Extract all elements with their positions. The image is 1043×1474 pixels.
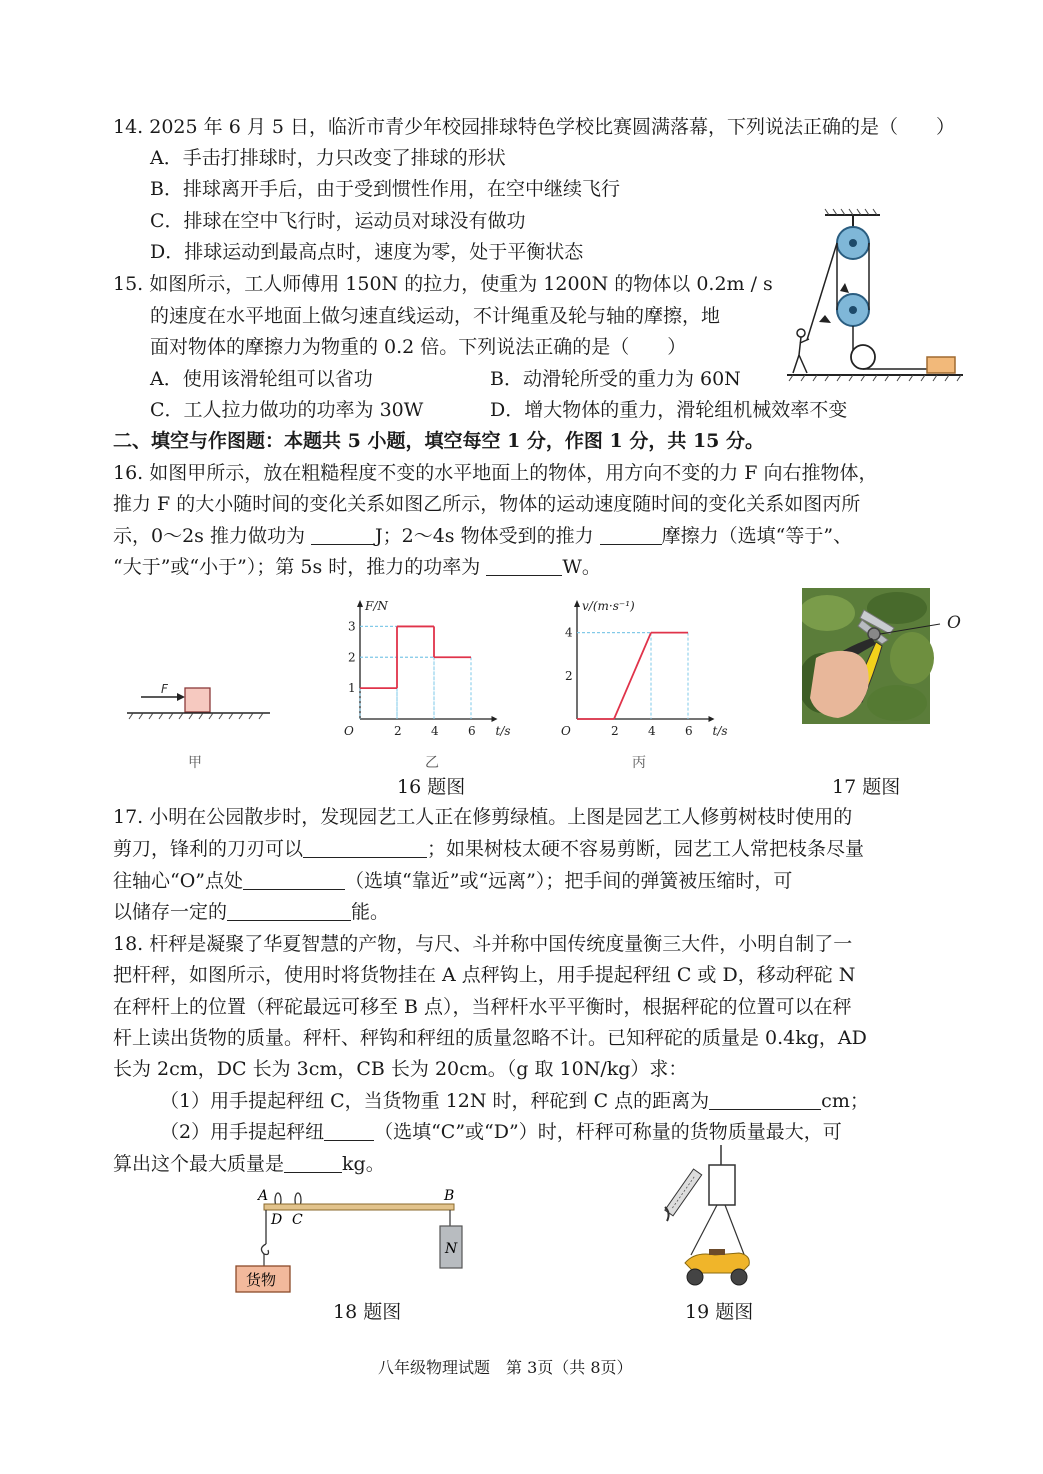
q18-part-1	[160, 1087, 869, 1115]
q17-blank-2[interactable]	[243, 869, 345, 890]
q18-part-2	[160, 1118, 842, 1146]
fig18-steelyard-diagram	[228, 1182, 478, 1297]
pulley-system-figure	[785, 205, 965, 385]
fig18-beam	[264, 1204, 454, 1210]
fig16-caption: 16 题图	[397, 776, 466, 798]
fig18-caption: 18 题图	[333, 1301, 402, 1323]
fig16-yi-y-label: F/N	[365, 599, 388, 613]
q18-blank-2[interactable]	[324, 1120, 374, 1141]
fig18-goods-label: 货物	[246, 1271, 277, 1289]
fig16-jia-label: 甲	[188, 755, 202, 771]
fig18-point-b: B	[444, 1188, 455, 1204]
section-2-heading: 二、填空与作图题：本题共 5 小题，填空每空 1 分，作图 1 分，共 15 分。	[113, 430, 765, 452]
q17-blank-1[interactable]	[303, 837, 427, 858]
q18-part-3-a: 算出这个最大质量是	[113, 1153, 285, 1175]
q15-option-d: D．增大物体的重力，滑轮组机械效率不变	[490, 399, 848, 421]
q14-stem: 14. 2025 年 6 月 5 日，临沂市青少年校园排球特色学校比赛圆满落幕，下列说法正确的是（ ）	[113, 116, 955, 138]
fig18-point-c: C	[292, 1212, 303, 1228]
q15-option-a: A．使用该滑轮组可以省功	[150, 368, 373, 390]
q15-line-1: 15. 如图所示，工人师傅用 150N 的拉力，使重为 1200N 的物体以 0.2m / s	[113, 273, 773, 295]
fig16-bing-y-tick-1: 4	[565, 625, 573, 640]
fig16-bing-velocity-time-chart	[555, 598, 750, 743]
q17-line-2-b: ；如果树枝太硬不容易剪断，园艺工人常把枝条尽量	[427, 838, 865, 860]
fig16-yi-x-tick-1: 2	[394, 724, 402, 738]
fig16-bing-segment-1	[614, 633, 651, 719]
fig16-yi-y-arrow	[357, 600, 363, 607]
q18-line-3: 在秤杆上的位置（秤砣最远可移至 B 点），当秤杆水平平衡时，根据秤砣的位置可以在秤	[113, 996, 852, 1018]
fig18-point-a: A	[258, 1188, 269, 1204]
q16-line-3	[113, 522, 852, 550]
q18-part-1-b: cm；	[821, 1090, 869, 1112]
fig16-jia-diagram	[125, 680, 275, 725]
fig16-bing-y-arrow	[574, 600, 580, 607]
q18-part-3-b: kg。	[342, 1153, 385, 1175]
q18-line-5: 长为 2cm，DC 长为 3cm，CB 长为 20cm。（g 取 10N/kg）求：	[113, 1058, 688, 1080]
q14-option-a: A．手击打排球时，力只改变了排球的形状	[150, 147, 506, 169]
fig16-yi-x-tick-3: 6	[468, 724, 476, 738]
fig16-yi-x-arrow	[492, 716, 498, 722]
q16-line-3-c: 摩擦力（选填“等于”、	[661, 525, 853, 547]
q17-line-4-a: 以储存一定的	[113, 901, 228, 923]
fig16-bing-label: 丙	[632, 755, 646, 771]
q14-option-d: D．排球运动到最高点时，速度为零，处于平衡状态	[150, 241, 584, 263]
fig16-yi-y-tick-1: 2	[348, 650, 356, 665]
q14-option-b: B．排球离开手后，由于受到惯性作用，在空中继续飞行	[150, 178, 620, 200]
fig18-point-d: D	[271, 1212, 283, 1228]
fig18-label-n: N	[445, 1241, 458, 1257]
fig16-yi-y-tick-0: 1	[348, 681, 356, 696]
q18-blank-3[interactable]	[284, 1152, 342, 1173]
fig16-bing-x-label: t/s	[712, 724, 728, 738]
q18-line-1: 18. 杆秤是凝聚了华夏智慧的产物，与尺、斗并称中国传统度量衡三大件，小明自制了一	[113, 933, 853, 955]
q18-line-4: 杆上读出货物的质量。秤杆、秤钩和秤纽的质量忽略不计。已知秤砣的质量是 0.4kg，AD	[113, 1027, 867, 1049]
q17-blank-3[interactable]	[227, 900, 351, 921]
q16-line-1: 16. 如图甲所示，放在粗糙程度不变的水平地面上的物体，用方向不变的力 F 向右推物体，	[113, 462, 878, 484]
fig17-pivot-o-label: O	[947, 613, 961, 633]
fig16-yi-force-time-chart	[338, 598, 523, 743]
q15-line-3: 面对物体的摩擦力为物重的 0.2 倍。下列说法正确的是（ ）	[150, 336, 687, 358]
fig16-bing-y-tick-0: 2	[565, 668, 573, 683]
q16-blank-3[interactable]	[486, 555, 562, 576]
fig16-force-label: F	[161, 682, 168, 696]
fig16-yi-x-tick-0: O	[344, 724, 354, 738]
q18-part-2-a: （2）用手提起秤纽	[160, 1121, 325, 1143]
fig16-bing-x-tick-0: O	[561, 724, 571, 738]
q16-blank-2[interactable]	[600, 524, 662, 545]
q17-line-2	[113, 835, 864, 863]
q16-line-4	[113, 553, 601, 581]
fig16-yi-label: 乙	[425, 755, 439, 771]
q16-line-3-a: 示，0～2s 推力做功为	[113, 525, 312, 547]
q17-line-2-a: 剪刀，锋利的刀刃可以	[113, 838, 304, 860]
q17-line-3	[113, 867, 792, 895]
q17-line-3-a: 往轴心“O”点处	[113, 870, 244, 892]
fig16-bing-x-arrow	[709, 716, 715, 722]
fig17-pruning-shears-photo	[802, 588, 972, 728]
fig16-yi-y-tick-2: 3	[348, 619, 356, 634]
fig16-yi-x-label: t/s	[495, 724, 511, 738]
q16-line-4-a: “大于”或“小于”）；第 5s 时，推力的功率为	[113, 556, 487, 578]
q16-line-2: 推力 F 的大小随时间的变化关系如图乙所示，物体的运动速度随时间的变化关系如图丙所	[113, 493, 861, 515]
q15-option-c: C．工人拉力做功的功率为 30W	[150, 399, 424, 421]
q18-blank-1[interactable]	[709, 1089, 821, 1110]
fig19-scale-scooter-diagram	[655, 1145, 775, 1293]
page-footer: 八年级物理试题 第 3页（共 8页）	[378, 1358, 633, 1377]
q18-part-2-b: （选填“C”或“D”）时，杆秤可称量的货物质量最大，可	[374, 1121, 842, 1143]
q16-line-3-b: J；2～4s 物体受到的推力	[375, 525, 600, 547]
fig16-bing-x-tick-1: 2	[611, 724, 619, 738]
q18-part-1-a: （1）用手提起秤纽 C，当货物重 12N 时，秤砣到 C 点的距离为	[160, 1090, 710, 1112]
q16-blank-1[interactable]	[311, 524, 375, 545]
fig16-bing-y-label: v/(m·s⁻¹)	[582, 599, 635, 613]
q18-line-2: 把杆秤，如图所示，使用时将货物挂在 A 点秤钩上，用手提起秤纽 C 或 D，移动秤砣 N	[113, 964, 856, 986]
fig17-caption: 17 题图	[832, 776, 901, 798]
q14-option-c: C．排球在空中飞行时，运动员对球没有做功	[150, 210, 526, 232]
fig19-caption: 19 题图	[685, 1301, 754, 1323]
q17-line-4	[113, 898, 389, 926]
q17-line-4-b: 能。	[351, 901, 390, 923]
q17-line-3-b: （选填“靠近”或“远离”）；把手间的弹簧被压缩时，可	[345, 870, 793, 892]
fig16-yi-x-tick-2: 4	[431, 724, 439, 738]
fig16-bing-x-tick-3: 6	[685, 724, 693, 738]
q16-line-4-b: W。	[562, 556, 601, 578]
q17-line-1: 17. 小明在公园散步时，发现园艺工人正在修剪绿植。上图是园艺工人修剪树枝时使用的	[113, 806, 853, 828]
q18-part-3	[113, 1150, 385, 1178]
q15-line-2: 的速度在水平地面上做匀速直线运动，不计绳重及轮与轴的摩擦，地	[150, 305, 721, 327]
fig16-bing-x-tick-2: 4	[648, 724, 656, 738]
q15-option-b: B．动滑轮所受的重力为 60N	[490, 368, 741, 390]
